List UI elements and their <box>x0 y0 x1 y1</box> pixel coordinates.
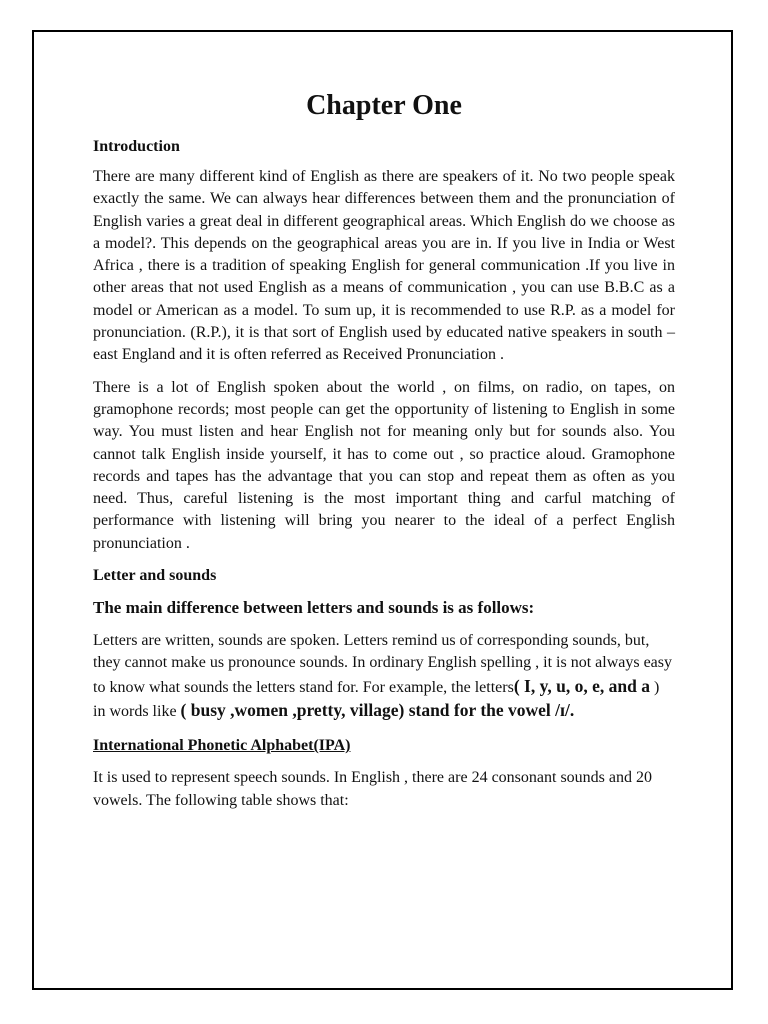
introduction-paragraph-1: There are many different kind of English as there are speakers of it. No two people speak exactly the same. We can always hear differences between them and the pronunciation of English varies a great deal in different geographical areas. Which English do we choose as a model?. This depends on the geographical areas you are in. If you live in India or West Africa , there is a tradition of speaking English for general communication .If you live in other areas that not used English as a means of communication , you can use B.B.C as a model or American as a model. To sum up, it is recommended to use R.P. as a model for pronunciation. (R.P.), it is that sort of English used by educated native speakers in south –east England and it is often referred as Received Pronunciation . <box>93 168 675 364</box>
introduction-heading: Introduction <box>93 138 180 155</box>
document-body <box>93 86 675 812</box>
difference-heading: The main difference between letters and sounds is as follows: <box>93 598 535 618</box>
letters-paragraph-bold-words: ( busy ,women ,pretty, village) stand for the vowel /ɪ/. <box>180 699 575 720</box>
chapter-title: Chapter One <box>306 90 462 121</box>
letters-paragraph-bold-letters: ( I, y, u, o, e, and a <box>513 675 650 696</box>
letters-paragraph <box>93 630 675 723</box>
ipa-paragraph: It is used to represent speech sounds. In English , there are 24 consonant sounds and 20 vowels. The following table shows that: <box>93 769 652 809</box>
ipa-heading: International Phonetic Alphabet(IPA) <box>93 737 351 755</box>
letters-paragraph-text-1: Letters are written, sounds are spoken. Letters remind us of corresponding sounds, but, they cannot make us pronounce sounds. In ordinary English spelling , it is not always easy to know what sounds the letters stand for. For example, the letters <box>93 632 673 696</box>
introduction-paragraph-2: There is a lot of English spoken about the world , on films, on radio, on tapes, on gramophone records; most people can get the opportunity of listening to English in some way. You must listen and hear English not for meaning only but for sounds also. You cannot talk English inside yourself, it has to come out , so practice aloud. Gramophone records and tapes has the advantage that you can stop and repeat them as often as you need. Thus, careful listening is the most important thing and carful matching of performance with listening will bring you nearer to the ideal of a perfect English pronunciation . <box>93 378 675 552</box>
letters-paragraph-text-2: ) in words like <box>93 678 660 720</box>
letters-sounds-heading: Letter and sounds <box>93 567 217 585</box>
